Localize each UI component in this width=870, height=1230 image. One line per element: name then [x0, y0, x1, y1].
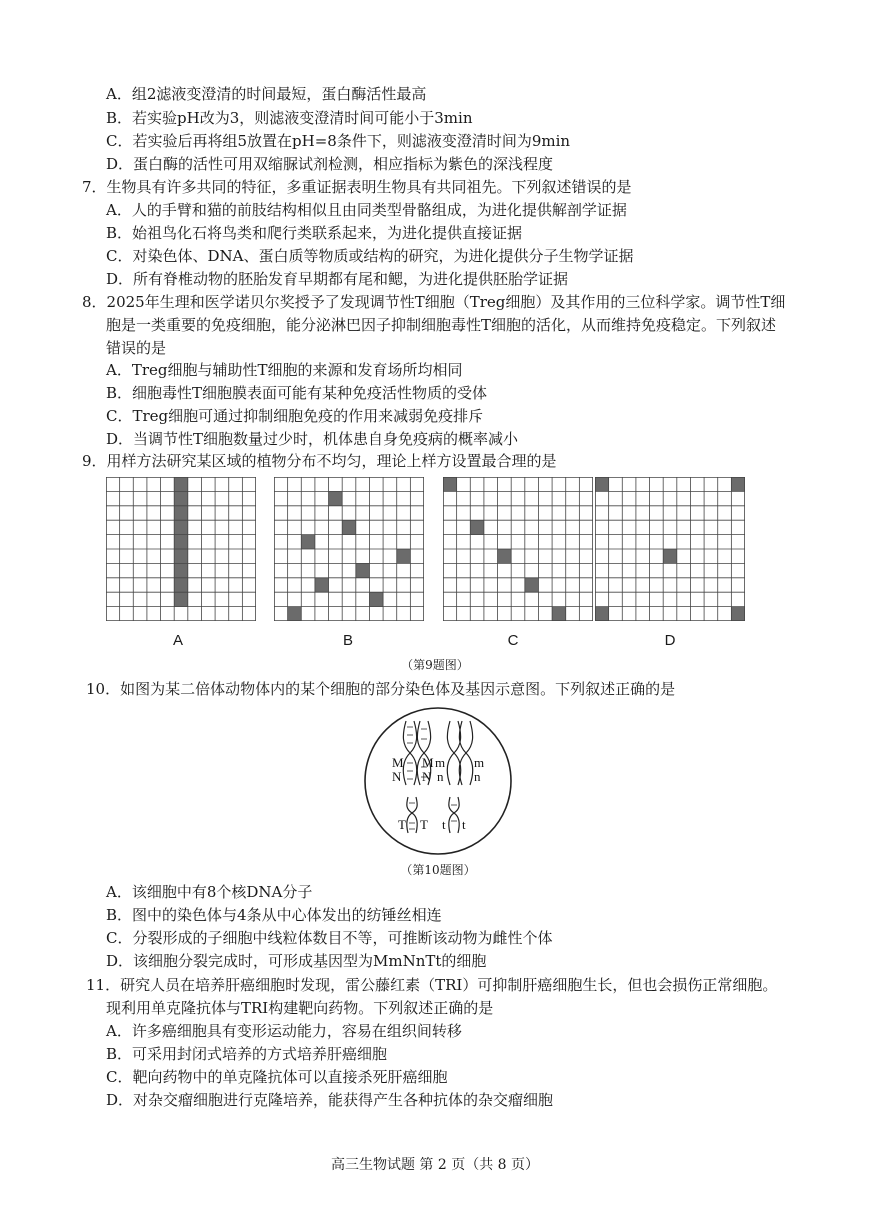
q7-option-c: C．对染色体、DNA、蛋白质等物质或结构的研究，为进化提供分子生物学证据 [106, 247, 634, 265]
quadrat-sample-cell [174, 477, 188, 491]
quadrat-sample-cell [731, 607, 745, 621]
chromosome-large-1 [403, 721, 416, 785]
quadrat-sample-cell [174, 563, 188, 577]
quadrat-sample-cell [174, 592, 188, 606]
gene-label: m [435, 755, 446, 770]
q6-option-d: D．蛋白酶的活性可用双缩脲试剂检测，相应指标为紫色的深浅程度 [106, 155, 554, 173]
cell-diagram-svg [362, 705, 514, 857]
q11-option-a: A．许多癌细胞具有变形运动能力，容易在组织间转移 [106, 1022, 462, 1040]
q8-option-b: B．细胞毒性T细胞膜表面可能有某种免疫活性物质的受体 [106, 384, 488, 402]
quadrat-sample-cell [174, 549, 188, 563]
quadrat-sample-cell [288, 607, 302, 621]
q6-option-c: C．若实验后再将组5放置在pH=8条件下，则滤液变澄清时间为9min [106, 132, 571, 150]
quadrat-sample-cell [369, 592, 383, 606]
q7-stem: 7．生物具有许多共同的特征，多重证据表明生物具有共同祖先。下列叙述错误的是 [82, 178, 632, 196]
q9-stem: 9．用样方法研究某区域的植物分布不均匀，理论上样方设置最合理的是 [82, 452, 557, 470]
gene-label: m [474, 755, 485, 770]
q10-option-a: A．该细胞中有8个核DNA分子 [106, 883, 313, 901]
quadrat-sample-cell [552, 607, 566, 621]
page-footer: 高三生物试题 第 2 页（共 8 页） [330, 1157, 540, 1173]
gene-label: M [422, 755, 434, 770]
grid-label-a: A [172, 632, 183, 649]
q11-option-b: B．可采用封闭式培养的方式培养肝癌细胞 [106, 1045, 388, 1063]
quadrat-sample-cell [595, 607, 609, 621]
q10-option-b: B．图中的染色体与4条从中心体发出的纺锤丝相连 [106, 906, 442, 924]
quadrat-sample-cell [315, 578, 329, 592]
q8-option-d: D．当调节性T细胞数量过少时，机体患自身免疫病的概率减小 [106, 430, 519, 448]
gene-label: T [420, 817, 428, 832]
quadrat-sample-cell [525, 578, 539, 592]
gene-label: N [392, 769, 402, 784]
gene-label: T [398, 817, 406, 832]
q8-option-a: A．Treg细胞与辅助性T细胞的来源和发育场所均相同 [106, 361, 463, 379]
grid-label-d: D [664, 632, 676, 649]
quadrat-sample-cell [301, 535, 315, 549]
chromosome-small-2 [449, 797, 459, 833]
gene-label: t [442, 817, 446, 832]
quadrat-grid-svg [106, 477, 256, 621]
q10-option-c: C．分裂形成的子细胞中线粒体数目不等，可推断该动物为雌性个体 [106, 929, 553, 947]
q7-option-b: B．始祖鸟化石将鸟类和爬行类联系起来，为进化提供直接证据 [106, 224, 523, 242]
quadrat-grid-svg [595, 477, 745, 621]
quadrat-sample-cell [356, 563, 370, 577]
quadrat-sample-cell [397, 549, 411, 563]
q8-stem-line-2: 胞是一类重要的免疫细胞，能分泌淋巴因子抑制细胞毒性T细胞的活化，从而维持免疫稳定。下列叙述 [106, 316, 777, 334]
quadrat-grid-a [106, 477, 256, 621]
quadrat-grid-svg [443, 477, 593, 621]
quadrat-sample-cell [174, 535, 188, 549]
gene-label: M [392, 755, 404, 770]
quadrat-sample-cell [174, 491, 188, 505]
q6-option-b: B．若实验pH改为3，则滤液变澄清时间可能小于3min [106, 109, 473, 127]
q9-figure-caption: （第9题图） [401, 658, 469, 672]
q11-stem-line-2: 现利用单克隆抗体与TRI构建靶向药物。下列叙述正确的是 [106, 999, 494, 1017]
q11-option-c: C．靶向药物中的单克隆抗体可以直接杀死肝癌细胞 [106, 1068, 448, 1086]
chromosome-small-1 [407, 797, 417, 833]
quadrat-sample-cell [595, 477, 609, 491]
quadrat-sample-cell [663, 549, 677, 563]
quadrat-sample-cell [731, 477, 745, 491]
cell-diagram [362, 705, 514, 857]
gene-label: t [462, 817, 466, 832]
q10-option-d: D．该细胞分裂完成时，可形成基因型为MmNnTt的细胞 [106, 952, 487, 970]
q8-stem-line-1: 8．2025年生理和医学诺贝尔奖授予了发现调节性T细胞（Treg细胞）及其作用的三位科学家。调节性T细 [82, 293, 786, 311]
q6-option-a: A．组2滤液变澄清的时间最短，蛋白酶活性最高 [106, 85, 427, 103]
gene-label: n [437, 769, 444, 784]
q11-option-d: D．对杂交瘤细胞进行克隆培养，能获得产生各种抗体的杂交瘤细胞 [106, 1091, 554, 1109]
chromosome-large-4 [459, 721, 472, 785]
q10-stem: 10．如图为某二倍体动物体内的某个细胞的部分染色体及基因示意图。下列叙述正确的是 [86, 680, 676, 698]
q7-option-a: A．人的手臂和猫的前肢结构相似且由同类型骨骼组成，为进化提供解剖学证据 [106, 201, 627, 219]
quadrat-sample-cell [443, 477, 457, 491]
quadrat-grid-svg [274, 477, 424, 621]
quadrat-sample-cell [329, 491, 343, 505]
quadrat-sample-cell [470, 520, 484, 534]
chromosome-large-3 [447, 721, 460, 785]
grid-label-b: B [342, 632, 353, 649]
gene-label: n [474, 769, 481, 784]
q10-figure-caption: （第10题图） [400, 863, 476, 877]
q11-stem-line-1: 11．研究人员在培养肝癌细胞时发现，雷公藤红素（TRI）可抑制肝癌细胞生长，但也会损伤正常细胞。 [86, 976, 778, 994]
quadrat-sample-cell [174, 578, 188, 592]
quadrat-sample-cell [174, 506, 188, 520]
quadrat-grid-d [595, 477, 745, 621]
quadrat-grid-c [443, 477, 593, 621]
q7-option-d: D．所有脊椎动物的胚胎发育早期都有尾和鳃，为进化提供胚胎学证据 [106, 270, 569, 288]
quadrat-grid-b [274, 477, 424, 621]
quadrat-sample-cell [498, 549, 512, 563]
gene-label: N [422, 769, 432, 784]
grid-label-c: C [507, 632, 519, 649]
quadrat-sample-cell [342, 520, 356, 534]
q8-option-c: C．Treg细胞可通过抑制细胞免疫的作用来减弱免疫排斥 [106, 407, 484, 425]
q8-stem-line-3: 错误的是 [106, 339, 167, 357]
quadrat-sample-cell [174, 520, 188, 534]
